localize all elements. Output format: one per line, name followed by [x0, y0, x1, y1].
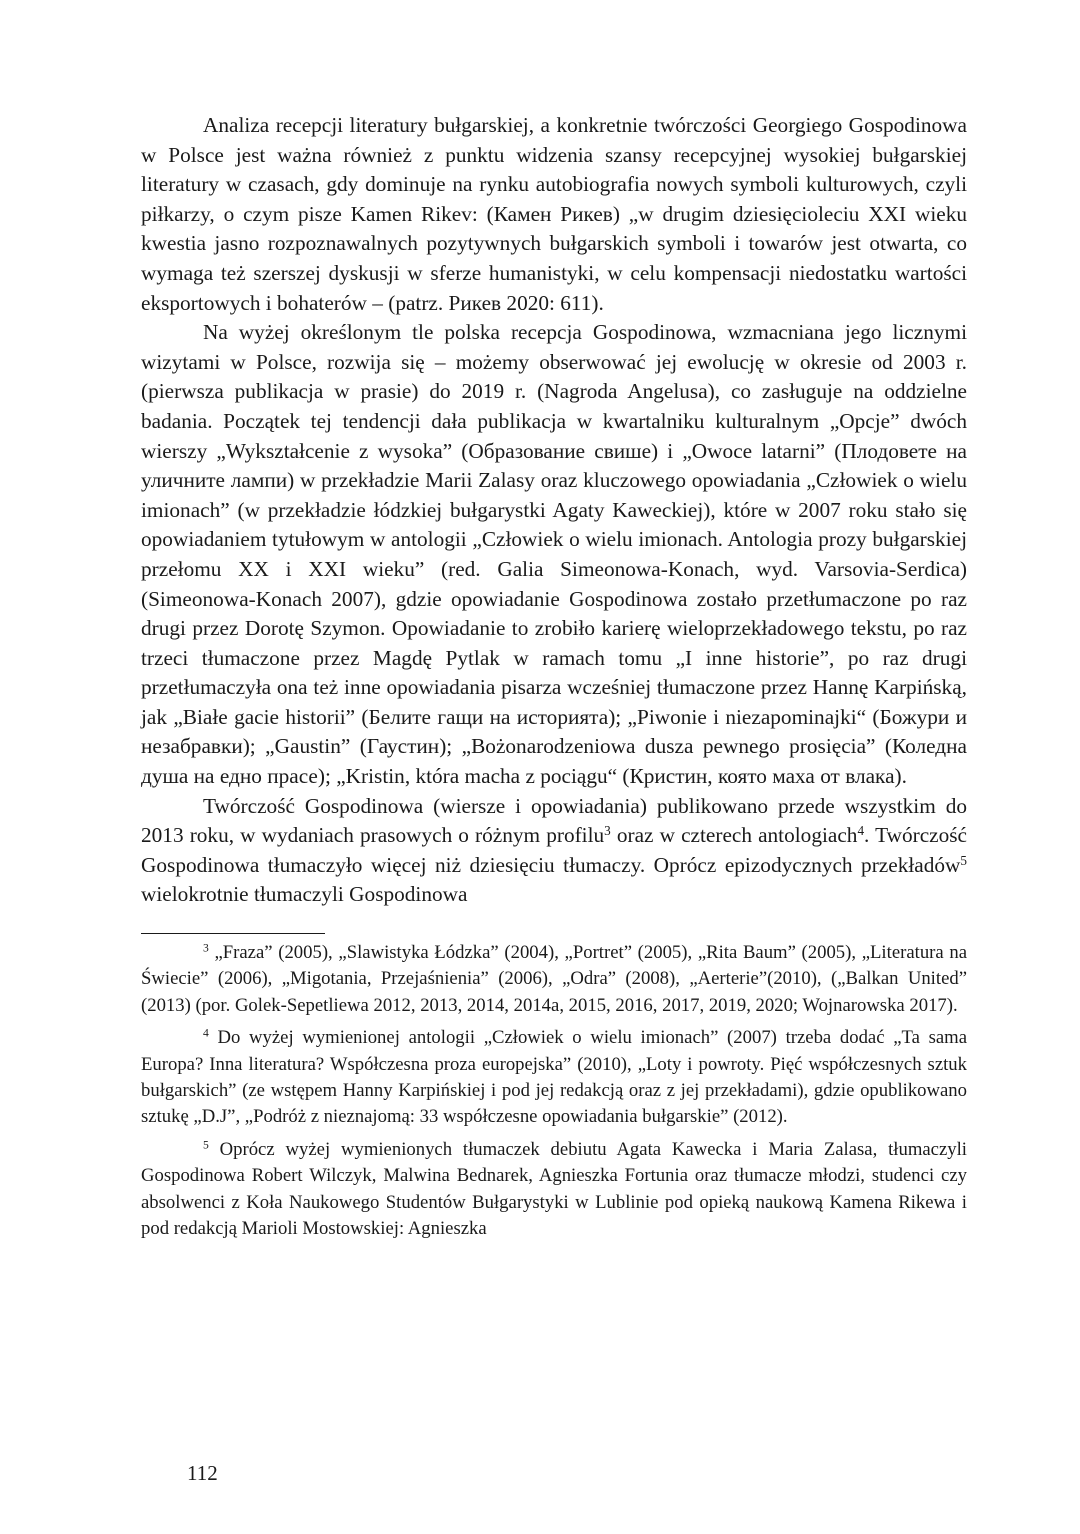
main-text [141, 111, 967, 910]
footnote-ref-5[interactable]: 5 [960, 852, 967, 868]
paragraph-3-text-d: wielokrotnie tłumaczyli Gospodinowa [141, 882, 468, 907]
footnote-marker: 5 [203, 1138, 209, 1152]
paragraph-3 [141, 792, 967, 910]
page-content [141, 111, 967, 1249]
footnote-4 [141, 1025, 967, 1131]
footnote-marker: 4 [203, 1026, 209, 1040]
paragraph-1: Analiza recepcji literatury bułgarskiej, a konkretnie twórczości Georgiego Gospodinowa w Polsce jest ważna również z punktu widzenia szansy recepcyjnej wysokiej bułgarskiej literatury w czasach, gdy dominuje na rynku autobiografia nowych symboli kulturowych, czyli piłkarzy, o czym pisze Kamen Rikev: (Камен Рикев) „w drugim dziesięcioleciu XXI wieku kwestia jasno rozpoznawalnych pozytywnych bułgarskich symboli i towarów jest otwarta, co wymaga też szerszej dyskusji w sferze humanistyki, w celu kompensacji niedostatku wartości eksportowych i bohaterów – (patrz. Рикев 2020: 611). [141, 113, 967, 315]
paragraph-3-text-b: oraz w czterech antologiach [610, 823, 858, 848]
footnote-text: „Fraza” (2005), „Slawistyka Łódzka” (2004), „Portret” (2005), „Rita Baum” (2005), „Literatura na Świecie” (2006), „Migotania, Przejaśnienia” (2006), „Odra” (2008), „Aerterie”(2010), („Balkan United” (2013) (por. Golek-Sepetliewa 2012, 2013, 2014, 2014a, 2015, 2016, 2017, 2019, 2020; Wojnarowska 2017). [141, 942, 967, 1016]
footnotes [141, 940, 967, 1242]
footnote-text: Oprócz wyżej wymienionych tłumaczek debiutu Agata Kawecka i Maria Zalasa, tłumaczyli Gospodinowa Robert Wilczyk, Malwina Bednarek, Agnieszka Fortunia oraz tłumacze młodzi, studenci czy absolwenci z Koła Naukowego Studentów Bułgarystyki w Lublinie pod opieką naukową Kamena Rikewa i pod redakcją Marioli Mostowskiej: Agnieszka [141, 1138, 967, 1240]
paragraph-3-text-c: . Twórczość Gospodinowa tłumaczyło więcej niż dziesięciu tłumaczy. Oprócz epizodycznych przekładów [141, 823, 968, 877]
footnote-text: Do wyżej wymienionej antologii „Człowiek o wielu imionach” (2007) trzeba dodać „Ta sama Europa? Inna literatura? Współczesna proza europejska” (2010), „Loty i powroty. Pięć współczesnych sztuk bułgarskich” (ze wstępem Hanny Karpińskiej i pod jej redakcją oraz z jej przekładami), gdzie opublikowano sztukę „D.J”, „Podróż z nieznajomą: 33 współczesne opowiadania bułgarskie” (2012). [141, 1027, 967, 1128]
footnote-ref-4[interactable]: 4 [857, 823, 865, 838]
paragraph-3-text-a: Twórczość Gospodinowa (wiersze i opowiadania) publikowano przede wszystkim do 2013 roku, w wydaniach prasowych o różnym profilu [141, 793, 967, 848]
footnote-divider [141, 933, 325, 934]
page-number: 112 [187, 1461, 218, 1485]
footnote-marker: 3 [203, 941, 209, 955]
paragraph-2: Na wyżej określonym tle polska recepcja Gospodinowa, wzmacniana jego licznymi wizytami w Polsce, rozwija się – możemy obserwować jej ewolucję w okresie od 2003 r. (pierwsza publikacja w prasie) do 2019 r. (Nagroda Angelusa), co zasługuje na oddzielne badania. Początek tej tendencji dała publikacja w kwartalniku kulturalnym „Opcje” dwóch wierszy „Wykształcenie z wysoka” (Образование свише) i „Owoce latarni” (Плодовете на уличните лампи) w przekładzie Marii Zalasy oraz kluczowego opowiadania „Człowiek o wielu imionach” (w przekładzie łódzkiej bułgarystki Agaty Kaweckiej), które w 2007 roku stało się opowiadaniem tytułowym w antologii „Człowiek o wielu imionach. Antologia prozy bułgarskiej przełomu XX i XXI wieku” (red. Galia Simeonowa-Konach, wyd. Varsovia-Serdica) (Simeonowa-Konach 2007), gdzie opowiadanie Gospodinowa zostało przetłumaczone po raz drugi przez Dorotę Szymon. Opowiadanie to zrobiło karierę wieloprzekładowego tekstu, po raz trzeci tłumaczone przez Magdę Pytlak w ramach tomu „I inne historie”, po raz drugi przetłumaczyła ona też inne opowiadania pisarza wcześniej tłumaczone przez Hannę Karpińską, jak „Białe gacie historii” (Белите гащи на историята); „Piwonie i niezapominajki“ (Божури и незабравки); „Gaustin” (Гаустин); „Bożonarodzeniowa dusza pewnego prosięcia” (Коледна душа на едно прасе); „Kristin, która macha z pociągu“ (Кристин, която маха от влака). [141, 320, 967, 789]
footnote-ref-3[interactable]: 3 [604, 823, 611, 838]
footnote-5 [141, 1137, 967, 1243]
footnote-3 [141, 940, 967, 1019]
